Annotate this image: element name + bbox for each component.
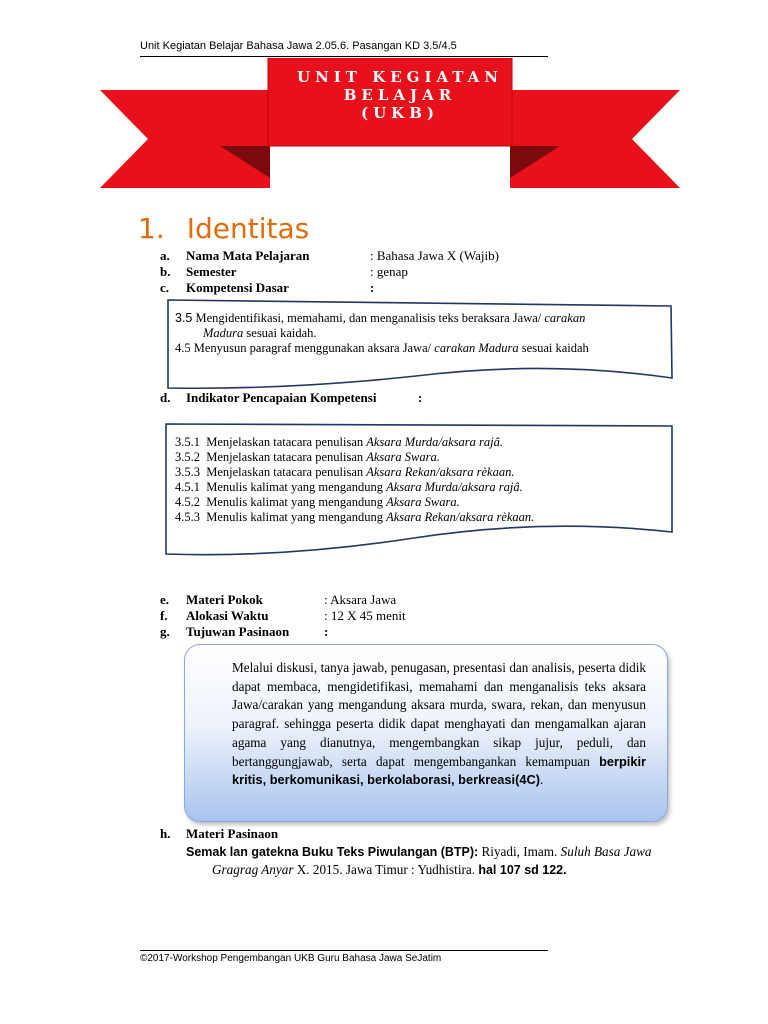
row-letter: c. — [160, 280, 170, 295]
indikator-item: 4.5.3 Menulis kalimat yang mengandung Aksara Rekan/aksara rèkaan. — [175, 510, 535, 524]
section-number: 1. — [138, 212, 165, 245]
indikator-item: 3.5.1 Menjelaskan tatacara penulisan Aksara Murda/aksara rajȃ. — [175, 435, 503, 449]
row-label: Semester — [186, 264, 237, 279]
footer-divider — [140, 950, 548, 951]
indikator-item: 4.5.2 Menulis kalimat yang mengandung Aksara Swara. — [175, 495, 460, 509]
indikator-item: 3.5.3 Menjelaskan tatacara penulisan Aksara Rekan/aksara rèkaan. — [175, 465, 515, 479]
row-letter: a. — [160, 248, 170, 263]
row-letter: d. — [160, 390, 171, 405]
header-divider — [140, 56, 548, 57]
kd-3-5-text: Mengidentifikasi, memahami, dan menganalisis teks beraksara Jawa/ — [195, 311, 542, 325]
row-letter: b. — [160, 264, 171, 279]
tujuan-text: Melalui diskusi, tanya jawab, penugasan, presentasi dan analisis, peserta didik dapat membaca, mengidetifikasi, memahami dan menganalisis teks aksara Jawa/carakan yang mengandung aksara murda, swara, rekan, dan menyusun paragraf. sehingga peserta didik dapat menghayati dan mengamalkan ajaran agama yang dianutnya, mengembangkan sikap jujur, peduli, dan bertanggungjawab, serta dapat mengembangankan kemampuan berpikir kritis, berkomunikasi, berkolaborasi, berkreasi(4C). — [232, 660, 647, 788]
tujuan-4c: berpikir kritis, berkomunikasi, berkolaborasi, berkreasi(4C) — [232, 753, 647, 788]
page-footer: ©2017-Workshop Pengembangan UKB Guru Bahasa Jawa SeJatim — [140, 953, 442, 964]
indikator-item: 4.5.1 Menulis kalimat yang mengandung Aksara Murda/aksara rajȃ. — [175, 480, 523, 494]
banner-line-3: (UKB) — [361, 104, 439, 122]
kd-3-5-italic: carakan — [544, 311, 586, 325]
pasinaon-reference: Semak lan gatekna Buku Teks Piwulangan (BTP): Riyadi, Imam. Suluh Basa Jawa Gragrag Anyar X. 2015. Jawa Timur : Yudhistira. hal 107 sd 122. — [186, 844, 652, 877]
row-label: Kompetensi Dasar — [186, 280, 289, 295]
banner-line-1: UNIT KEGIATAN — [297, 68, 503, 86]
kd-number: 3.5 — [175, 311, 193, 325]
row-label: Indikator Pencapaian Kompetensi — [186, 390, 377, 405]
row-value: : — [418, 390, 423, 405]
section-title: Identitas — [186, 212, 310, 245]
row-value: : genap — [370, 264, 408, 279]
kd-4-5-italic: carakan Madura — [434, 341, 519, 355]
ribbon-left-tail — [100, 90, 270, 188]
section-heading — [138, 212, 309, 245]
kd-4-5-text: 4.5 Menyusun paragraf menggunakan aksara Jawa/ — [175, 341, 432, 355]
kd-3-5-tail: sesuai kaidah. — [246, 326, 317, 340]
indikator-item: 3.5.2 Menjelaskan tatacara penulisan Aksara Swara. — [175, 450, 440, 464]
banner-line-2: BELAJAR — [343, 86, 457, 104]
row-value: : Bahasa Jawa X (Wajib) — [370, 248, 499, 263]
row-label: Nama Mata Pelajaran — [186, 248, 310, 263]
indikator-list — [175, 435, 665, 525]
ribbon-right-tail — [510, 90, 680, 188]
kd-3-5-italic-2: Madura — [203, 326, 244, 340]
banner-title — [270, 68, 530, 122]
row-value: : — [370, 280, 375, 295]
kd-text — [175, 311, 655, 356]
page-header: Unit Kegiatan Belajar Bahasa Jawa 2.05.6. Pasangan KD 3.5/4.5 — [140, 40, 457, 52]
kd-4-5-tail: sesuai kaidah — [521, 341, 589, 355]
